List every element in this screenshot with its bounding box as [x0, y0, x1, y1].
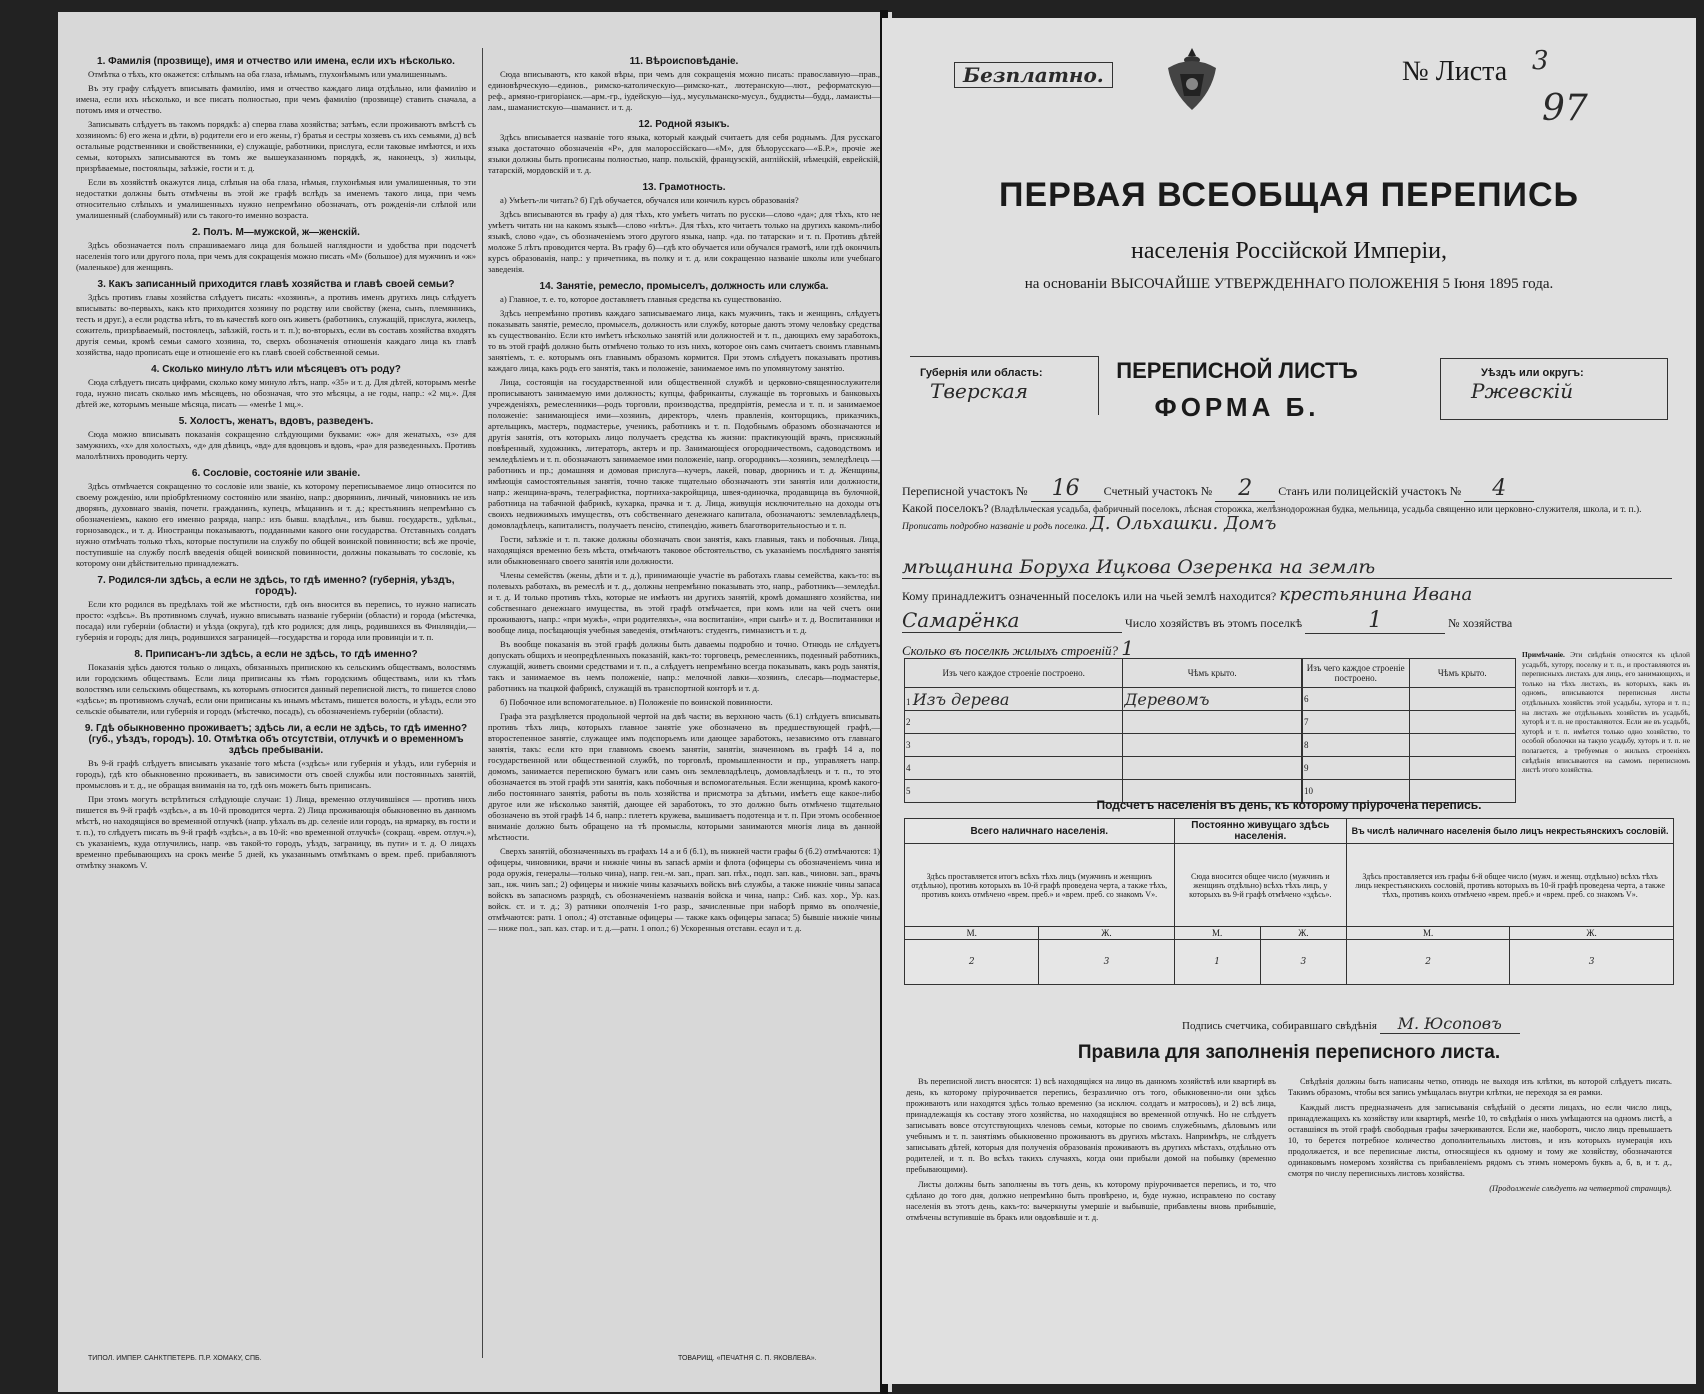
stan-value: 4 [1464, 476, 1534, 502]
uezd-label: Уѣздъ или округъ: [1481, 367, 1584, 379]
female-label: Ж. [1260, 927, 1347, 940]
instruction-heading: 13. Грамотность. [642, 182, 726, 193]
female-label: Ж. [1039, 927, 1174, 940]
building-roof: Деревомъ [1123, 688, 1302, 711]
owner-value-1: крестьянина Ивана [1279, 584, 1473, 605]
instruction-heading: 4. Сколько минуло лѣтъ или мѣсяцевъ отъ роду? [151, 364, 401, 375]
settlement-value-2: мѣщанина Боруха Ицкова Озеренка на землѣ [902, 556, 1672, 579]
instruction-heading: 7. Родился-ли здѣсь, а если не здѣсь, то гдѣ именно? (губернія, уѣздъ, городъ). [97, 575, 455, 597]
instruction-paragraph: а) Умѣетъ-ли читать? б) Гдѣ обучается, обучался или кончилъ курсъ образованія? [500, 195, 799, 205]
census-decree: на основаніи ВЫСОЧАЙШЕ УТВЕРЖДЕННАГО ПОЛОЖЕНІЯ 5 Іюня 1895 года. [1024, 276, 1554, 292]
sheet-number-value: 3 [1532, 46, 1549, 76]
households-label: Число хозяйствъ въ этомъ поселкѣ [1125, 616, 1303, 630]
buildings-col-material: Изъ чего каждое строеніе построено. [905, 659, 1123, 688]
owner-label: Кому принадлежитъ означенный поселокъ или на чьей землѣ находится? [902, 589, 1277, 603]
signature-line [1182, 1014, 1520, 1034]
settlement-label: Какой поселокъ? [902, 501, 989, 515]
building-row-number: 8 [1303, 734, 1410, 757]
male-label: М. [1347, 927, 1510, 940]
instruction-paragraph: Въ эту графу слѣдуетъ вписывать фамилію, имя и отчество каждаго лица отдѣльно, или фамилію и имена, если ихъ нѣсколько, и все писать полностью, при чемъ фамилію (прозвище) ставить сначала, а потомъ имя и отчество. [76, 83, 476, 115]
instruction-paragraph: Въ 9-й графѣ слѣдуетъ вписывать указаніе того мѣста («здѣсь» или губернія и уѣздъ, или губернія и городъ), гдѣ кто обыкновенно проживаетъ, въ зависимости отъ своей службы или постоянныхъ занятій, промысловъ и т. д., не обращая вниманія на то, гдѣ онъ можетъ быть приписанъ. [76, 758, 476, 790]
instructions-column-1 [76, 50, 476, 874]
imperial-eagle-emblem [1162, 44, 1222, 118]
instruction-paragraph: Члены семействъ (жены, дѣти и т. д.), принимающіе участіе въ работахъ главы семейства, какъ-то: въ полевыхъ работахъ, въ ремеслѣ и т. д., должны непремѣнно показывать это, напр., работникъ—земледѣл. и т. д. И только противъ тѣхъ, которые не имѣютъ ни другихъ занятій, кромѣ домашняго хозяйства, ни собственнаго денежнаго имущества, въ этой графѣ отмѣчается, при комъ или на чей счетъ они проживаютъ, напр.: «при мужѣ», «при родителяхъ», «на воспитаніи», «при сынѣ» и т. д. Воспитанники и вообще лица, посѣщающія учебныя заведенія, отмѣчаютъ: студентъ, гимназистъ и т. д. [488, 570, 880, 635]
population-tally-title: Подсчетъ населенія въ день, къ которому пріурочена перепись. [1096, 798, 1482, 812]
instruction-paragraph: Здѣсь противъ главы хозяйства слѣдуетъ писать: «хозяинъ», а противъ именъ другихъ лицъ слѣдуетъ вписывать: во-первыхъ, какъ кто приходится хозяину по родству или свойству (жена, сынъ, племянникъ, тесть и друг.), а если родства нѣтъ, то въ качествѣ кого онъ живетъ (работникъ, служащій, прислуга, жилецъ, сожитель, призрѣваемый, постоялецъ, заѣзжій, гость и т. п.); во-вторыхъ, если въ составъ хозяйства входятъ другія семьи, кромѣ семьи самого хозяина, то, сверхъ обозначенія отношенія каждаго лица къ главѣ хозяйства, надо прописать еще и отношеніе его къ главѣ своей собственной семьи. [76, 292, 476, 357]
instruction-heading: 14. Занятіе, ремесло, промыселъ, должность или служба. [539, 281, 829, 292]
building-row-number: 3 [905, 734, 1123, 757]
building-row-number: 9 [1303, 757, 1410, 780]
instruction-paragraph: Сюда слѣдуетъ писать цифрами, сколько кому минуло лѣтъ, напр. «35» и т. д. Для дѣтей, которымъ менѣе года, нужно писать сколько имъ мѣсяцевъ, но обозначая, что это мѣсяцы, а не годы, напр.: «2 мц.». Для дѣтей же, которымъ меньше мѣсяца, писать — «менѣе 1 мц.». [76, 377, 476, 409]
left-page-instructions [58, 12, 892, 1392]
buildings-col-material: Изъ чего каждое строеніе построено. [1303, 659, 1410, 688]
form-title: ПЕРЕПИСНОЙ ЛИСТЪ [1116, 358, 1358, 383]
buildings-col-roof: Чѣмъ крыто. [1123, 659, 1302, 688]
instruction-heading: 1. Фамилія (прозвище), имя и отчество или имена, если ихъ нѣсколько. [97, 56, 455, 67]
instruction-paragraph: Графа эта раздѣляется продольной чертой на двѣ части; въ верхнюю часть (6.1) слѣдуетъ вписывать противъ тѣхъ лицъ, которыхъ главное занятіе уже обозначено въ предшествующей графѣ,—второстепенное занятіе, служащее имъ подспорьемъ или дающее заработокъ, независимо отъ главнаго занятія, такъ: если кто при главномъ своемъ занятіи, занятіи, значенномъ въ графѣ 14 а, по государственной или общественной службѣ, по торговлѣ, промышленности и пр., управляетъ напр. домомъ, занимается перепискою бумагъ или самъ онъ землевладѣлецъ, домовладѣлецъ и т. п., то это обозначается въ этой графѣ эти занятія, какъ побочныя и вспомогательныя. Если женщина, кромѣ какого-либо постояннаго занятія, работы въ поль хозяйства и присмотра за дѣтьми, имѣетъ еще какое-либо другое или же нѣсколько занятій, дающее ей заработокъ, то это должно быть отмѣчено тщательно обозначено въ этой графѣ 14 б, напр.: плететъ кружева, вышиваетъ подотенца и т. п. При этомъ особенное вниманіе должно быть обращено на тѣ промыслы, которыми занимаются многія лица въ данной мѣстности. [488, 711, 880, 842]
building-row-number: 1 [906, 696, 911, 707]
instruction-paragraph: Сюда можно вписывать показанія сокращенно слѣдующими буквами: «ж» для женатыхъ, «з» для замужнихъ, «х» для холостыхъ, «д» для дѣвицъ, «вд» для вдовцовъ и вдовъ, «ра» для разведенныхъ. Противъ малолѣтнихъ проводить черту. [76, 429, 476, 461]
governorate-box [910, 356, 1099, 415]
settlement-hint: (Владѣльческая усадьба, фабричный поселокъ, лѣсная сторожка, желѣзнодорожная будка, мельница, усадьба священно или церковно-служителя, школа, и т. п.). [991, 505, 1642, 515]
male-label: М. [1174, 927, 1260, 940]
instruction-paragraph: Здѣсь обозначается полъ спрашиваемаго лица для большей наглядности и удобства при подсчетѣ населенія того или другого пола, при чемъ для сокращенія можно писать «М» (большое) для мужчинъ и «ж» (маленькое) для женщинъ. [76, 240, 476, 272]
instruction-paragraph: Здѣсь вписывается названіе того языка, который каждый считаетъ для себя роднымъ. Для русскаго языка достаточно обозначенія «Р», для малороссійскаго—«М», для бѣлорусскаго—«Б.Р.», прочіе же языки должны быть прописаны полностью, напр. польскій, французскій, англійскій, нѣмецкій, еврейскій, татарскій, мордовскій и т. д. [488, 132, 880, 175]
right-page-census-form [882, 18, 1696, 1384]
instruction-heading: 11. Вѣроисповѣданіе. [629, 56, 739, 67]
population-tally-table [904, 818, 1674, 985]
uezd-value: Ржевскій [1471, 379, 1574, 403]
building-row-number: 10 [1303, 780, 1410, 803]
buildings-table-left [904, 658, 1302, 803]
governorate-label: Губернія или область: [920, 367, 1043, 379]
instruction-paragraph: Здѣсь вписываются въ графу а) для тѣхъ, кто умѣетъ читать по русски—слово «да»; для тѣхъ, кто не умѣетъ читать ни на какомъ языкѣ—слово «нѣтъ». Для тѣхъ, кто читаетъ только на другихъ какомъ-либо языкѣ, слово «да», съ обозначеніемъ этого другого языка, напр. «да. по татарски» и т. п. Противъ дѣтей моложе 5 лѣтъ проводится черта. Въ графу б)—гдѣ кто обучается или обучался грамотѣ, или гдѣ окончилъ курсъ образованія, напр.: у причетника, въ полку и т. д. или сокращенно названіе школы или учебнаго заведенія. [488, 209, 880, 274]
dwellings-label: Сколько въ поселкѣ жилыхъ строеній? [902, 643, 1119, 658]
pop-col-resident-title: Постоянно живущаго здѣсь населенія. [1174, 819, 1347, 844]
printer-footer-left: ТИПОЛ. ИМПЕР. САНКТПЕТЕРБ. П.Р. ХОМАКУ, СПБ. [88, 1355, 262, 1362]
instruction-paragraph: Лица, состоящія на государственной или общественной службѣ и церковно-священнослужители прописываютъ занимаемую ими должность; купцы, фабриканты, служащіе въ торговыхъ и банковыхъ учрежденіяхъ, ремесленники—родъ торговли, производства, предпріятія, ремесла и т. п. и занимаемое положеніе: занимающіеся ими—хозяинъ, директоръ, членъ правленія, конторщикъ, приказчикъ, артельщикъ, мастеръ, подмастерье, ученикъ, работникъ и т. п. Подобнымъ образомъ обозначаются и другія занятія, отъ которыхъ лицо получаетъ средства къ жизни: практикующій врачъ, присяжный повѣренный, художникъ, литераторъ, актеръ и пр. Занимающіеся огородничествомъ, садоводствомъ и земледѣліемъ и т. п. обозначаютъ занимаемое ими положеніе, напр. огородникъ—хозяинъ, земледѣлецъ — работникъ и пр.; домашняя и домовая прислуга—кучеръ, лакей, повар, дворникъ и т. д. Женщины, имѣющія самостоятельныя занятія, точно также тщательно обозначаютъ эти занятія или должности, напр.: женщина-врачъ, телеграфистка, портниха-закройщица, швея-одиночка, продавщица въ булочной, работница на табачной фабрикѣ, кухарка, прачка и т. д. Лица, живущія исключительно на доходы отъ своихъ недвижимыхъ имуществъ, отъ собственнаго денежнаго капитала, обозначаютъ: землевладѣлецъ, домовладѣлецъ, капиталистъ, получаетъ пенсію, стипендію, живетъ благотворительностью и т. п. [488, 377, 880, 530]
census-district-value: 16 [1031, 476, 1101, 502]
instruction-paragraph: Сверхъ занятій, обозначенныхъ въ графахъ 14 а и б (б.1), въ нижней части графы б (б.2) отмѣчаются: 1) офицеры, чиновники, врачи и нижніе чины въ запасѣ арміи и флота (офицеры съ обозначеніемъ чина и рода оружія, генералы—только чина), напр. ген.-м. зап., прап. зап. пѣх., подп. зап. кав., чиновн. зап., врачъ зап., нж. чинъ зап.; 2) офицеры и нижніе чины казачьихъ войскъ внѣ службы, а также нижніе чины запаса войскъ въ запасномъ разрядѣ, съ обозначеніемъ названія войска и чина, напр.: Сиб. каз. хор., Ур. каз. войск. ст. и т. д.; 3) ратники ополченія 1-го разр., зачисленные при наборѣ прямо въ ополченіе, отмѣчаются: ратн. 1 опол.; 4) отставные офицеры — также какъ офицеры запаса; 5) бывшіе нижніе чины — ниже пол., зап. каз. стар. и т. д.—ратн. 1 опол.; 6) Ускоренныя отставн. есаул и т. д. [488, 846, 880, 933]
rules-right-column [1288, 1076, 1672, 1194]
settlement-value-1: Д. Ольхашки. Домъ [1090, 513, 1277, 534]
handwritten-archive-number: 97 [1542, 88, 1588, 129]
male-label: М. [905, 927, 1039, 940]
uezd-box [1440, 358, 1668, 420]
pop-col-resident-text: Сюда вносится общее число (мужчинъ и женщинъ отдѣльно) всѣхъ тѣхъ лицъ, у которыхъ въ 9-й графѣ отмѣчено «здѣсь». [1174, 844, 1347, 927]
owner-line [902, 584, 1672, 605]
pop-col-nonpeasant-title: Въ числѣ наличнаго населенія было лицъ некрестьянскихъ сословій. [1347, 819, 1674, 844]
instruction-heading: 5. Холостъ, женатъ, вдовъ, разведенъ. [178, 416, 374, 427]
census-district-label: Переписной участокъ № [902, 484, 1028, 498]
buildings-table-right [1302, 658, 1516, 803]
building-row-number: 6 [1303, 688, 1410, 711]
instruction-paragraph: б) Побочное или вспомогательное. в) Положеніе по воинской повинности. [500, 697, 773, 707]
instruction-paragraph: а) Главное, т. е. то, которое доставляетъ главныя средства къ существованію. [500, 294, 782, 304]
signature-label: Подпись счетчика, собиравшаго свѣдѣнія [1182, 1020, 1377, 1032]
printer-footer-right: ТОВАРИЩ. «ПЕЧАТНЯ С. П. ЯКОВЛЕВА». [678, 1355, 817, 1362]
dwellings-line [902, 636, 1134, 660]
count-district-label: Счетный участокъ № [1103, 484, 1213, 498]
instructions-column-2 [488, 50, 880, 937]
resident-female-count: 3 [1260, 940, 1347, 985]
nonpeasant-male-count: 2 [1347, 940, 1510, 985]
instruction-paragraph: При этомъ могутъ встрѣтиться слѣдующіе случаи: 1) Лица, временно отлучившіяся — противъ нихъ пишется въ 9-й графѣ «здѣсь», а въ 10-й проводится черта. 2) Лица проживающія обыкновенно въ данномъ мѣстѣ, но находящіяся во временной отлучкѣ (напр. уѣхалъ въ др. селеніе или городъ, на ярмарку, въ гости и т. п.), то слѣдуетъ писать въ 9-й графѣ «здѣсь», а въ 10-й: «во временной отлучкѣ» (сокращ. «врем. отлуч.»), съ указаніемъ, куда отлучились, напр. «въ такой-то городъ, уѣздъ, заграницу, въ пути» и т. д. О лицахъ временно пребывающихъ на срокъ менѣе 5 дней, къ указаннымъ отмѣткамъ о врем. преб. прибавляютъ отмѣтку знакомъ V. [76, 794, 476, 870]
present-male-count: 2 [905, 940, 1039, 985]
census-title: ПЕРВАЯ ВСЕОБЩАЯ ПЕРЕПИСЬ [999, 176, 1579, 214]
free-label: Безплатно. [954, 62, 1113, 88]
buildings-col-roof: Чѣмъ крыто. [1409, 659, 1516, 688]
instruction-heading: 3. Какъ записанный приходится главѣ хозяйства и главѣ своей семьи? [97, 279, 455, 290]
instruction-paragraph: Отмѣтка о тѣхъ, кто окажется: слѣпымъ на оба глаза, нѣмымъ, глухонѣмымъ или умалишеннымъ. [88, 69, 448, 79]
rules-right-text-2: Каждый листъ предназначенъ для записыванія свѣдѣній о десяти лицахъ, но если число лицъ, принадлежащихъ къ хозяйству или квартирѣ, менѣе 10, то свѣдѣнія о нихъ умѣщаются на одномъ листѣ, а оставшіяся въ этой графѣ свободныя графы зачеркиваются. Если же, наоборотъ, число лицъ превышаетъ 10, то берется потребное количество дополнительныхъ листовъ, и изъ которыхъ нумерація ихъ продолжается, и все переписные листы, относящіеся къ одному и тому же хозяйству, обозначаются одинаковымъ номеромъ хозяйства съ прибавленіемъ рядомъ съ этимъ номеромъ буквъ а, б, в, и т. д., смотря по числу переписныхъ листовъ хозяйства. [1288, 1103, 1672, 1178]
households-value: 1 [1305, 608, 1445, 634]
building-row-number: 2 [905, 711, 1123, 734]
governorate-value: Тверская [930, 379, 1028, 403]
instruction-paragraph: Сюда вписываютъ, кто какой вѣры, при чемъ для сокращенія можно писать: православную—прав., единовѣрческую—единов., римско-католическую—римско-кат., лютеранскую—лют., реформатскую—реф., армяно-григоріанск.—арм.-гр., іудейскую—іуд., мусульманско-мусул., буддисты—будд., ламаисты—лам., шаманистскую—шаманист. и т. д. [488, 69, 880, 112]
instruction-heading: 8. Приписанъ-ли здѣсь, а если не здѣсь, то гдѣ именно? [134, 649, 418, 660]
instruction-paragraph: Записывать слѣдуетъ въ такомъ порядкѣ: а) сперва глава хозяйства; затѣмъ, если проживаютъ вмѣстѣ съ хозяиномъ: б) его жена и дѣти, в) родители его и его жены, г) братья и сестры хозяевъ съ ихъ семьями, д) всѣ остальные родственники и свойственники, е) служащіе, работники, прислуга, если таковые имѣются, и ихъ семьи, которыхъ записываются въ томъ же вышеуказанномъ порядкѣ, ж, наконецъ, з) жильцы, призрѣваемые, постояльцы, заѣзжіе, гости и т. д. [76, 119, 476, 173]
pop-col-nonpeasant-text: Здѣсь проставляется изъ графы 6-й общее число (мужч. и женщ. отдѣльно) всѣхъ тѣхъ лицъ некрестьянскихъ сословій, противъ которыхъ въ 10-й графѣ проведена черта, а также тѣхъ, противъ коихъ отмѣчено «врем. преб.» и «врем. преб. со знакомъ V». [1347, 844, 1674, 927]
stan-label: Станъ или полицейскій участокъ № [1278, 484, 1462, 498]
owner-value-2: Самарёнка [902, 608, 1122, 633]
building-row-number: 4 [905, 757, 1123, 780]
present-female-count: 3 [1039, 940, 1174, 985]
rules-left-text-2: Листы должны быть заполнены въ тотъ день, къ которому пріурочивается перепись, и то, что сдѣлано до того дня, должно непремѣнно быть провѣрено, и, буде нужно, исправлено по составу населенія въ этотъ день, какъ-то: вычеркнуты умершіе и выбывшіе, прибавлены вновь прибывшіе, отмѣчены вступившіе въ бракъ или овдовѣвшіе и т. д. [906, 1180, 1276, 1222]
building-row-number: 5 [905, 780, 1123, 803]
instruction-heading: 9. Гдѣ обыкновенно проживаетъ; здѣсь ли, а если не здѣсь, то гдѣ именно? (губ., уѣздъ, городъ). 10. Отмѣтка объ отсутствіи, отлучкѣ и о временномъ здѣсь пребываніи. [84, 723, 468, 756]
building-material: Изъ дерева [912, 689, 1010, 709]
instruction-paragraph: Въ вообще показанія въ этой графѣ должны быть даваемы подробно и точно. Отнюдь не слѣдуетъ допускать общихъ и неопредѣленныхъ показаній, какъ-то: торговецъ, ремесленникъ, поденный работникъ, служащій, живетъ своими средствами и т. п., а слѣдуетъ непремѣнно всегда показывать, какъ родъ занятія, такъ и занимаемое въ немъ положеніе, напр.: мелочной лавки—хозяинъ, слесарь—подмастерье, работникъ на ткацкой фабрикѣ, служащій въ транспортной конторѣ и т. д. [488, 639, 880, 693]
rules-left-column [906, 1076, 1276, 1223]
rules-left-text: Въ переписной листъ вносятся: 1) всѣ находящіяся на лицо въ данномъ хозяйствѣ или квартирѣ въ день, къ которому пріурочивается перепись, безразлично отъ того, обыкновенно-ли они здѣсь проживаютъ или находятся здѣсь только временно (за исключ. солдатъ и матросовъ), и 2) всѣ лица, принадлежащія къ составу этого хозяйства, но находящіяся во временной отлучкѣ. Но не слѣдуетъ записывать вовсе отсутствующихъ членовъ семьи, которые по своимъ служебнымъ, дѣловымъ или учебнымъ и т. п. занятіямъ обыкновенно проживаютъ въ другихъ мѣстахъ. Напримѣръ, не слѣдуетъ записывать дѣтей, которыя для полученія образованія проживаютъ въ другихъ мѣстахъ, отдѣльно отъ родителей, и т. п. Во всѣхъ такихъ случаяхъ, когда они прибыли домой на побывку (временно пребывающими). [906, 1077, 1276, 1174]
signature-value: М. Юсоповъ [1380, 1014, 1520, 1034]
instruction-paragraph: Показанія здѣсь даются только о лицахъ, обязанныхъ припискою къ сельскимъ обществамъ, волостямъ или городскимъ обществамъ. Если лица приписаны къ тѣмъ городскимъ обществамъ, или къ тѣмъ волостямъ или сельскимъ обществамъ, къ которымъ относится данный переписной листъ, то пишется слово «здѣсь»; въ противномъ случаѣ, если они приписаны къ инымъ мѣстамъ, пишется волость, и уѣздъ, если это сельскіе обыватели, или губернія и городъ (мѣстечко, посадъ), съ обозначеніемъ губерніи (области). [76, 662, 476, 716]
note-text: Эти свѣдѣнія относятся къ цѣлой усадьбѣ, хутору, поселку и т. п., и проставляются въ переписныхъ листахъ для лицъ, его занимающихъ, и только на тѣхъ листахъ, въ которыхъ, какъ въ одномъ, вписываются переписныя листы отдѣльныхъ хозяйствъ этой усадьбы, хутора и т. п.; на листахъ же отдѣльныхъ хозяйствъ въ усадьбѣ, хуторѣ и т. п. не проставляются. Если же въ усадьбѣ, хуторѣ и т. п. имѣется только одно хозяйство, то особой оболочки на такую усадьбу, хуторъ и т. п. не полагается, а требуемыя о жилыхъ строеніяхъ свѣдѣнія вписываются на самомъ переписномъ листѣ этого хозяйства. [1522, 650, 1690, 775]
census-subtitle: населенія Россійской Имперіи, [1131, 238, 1447, 264]
building-row-number: 7 [1303, 711, 1410, 734]
instruction-paragraph: Гости, заѣзжіе и т. п. также должны обозначать свои занятія, какъ главныя, такъ и побочныя. Лица, находящіяся временно безъ мѣста, отмѣчаютъ таковое обстоятельство, съ указаніемъ послѣдняго занятія или обыкновеннаго своего занятія или должности. [488, 534, 880, 566]
settlement-hint-2: Прописать подробно названіе и родъ поселка. [902, 522, 1088, 532]
instruction-heading: 12. Родной языкъ. [638, 119, 730, 130]
sheet-number-label: № Листа [1402, 56, 1508, 87]
pop-col-present-title: Всего наличнаго населенія. [905, 819, 1175, 844]
female-label: Ж. [1510, 927, 1674, 940]
instruction-paragraph: Здѣсь непремѣнно противъ каждаго записываемаго лица, какъ мужчинъ, такъ и женщинъ, слѣдуетъ показывать занятіе, ремесло, промыселъ, должность или службу, которые даютъ этому человѣку средства къ существованію. Если кто имѣетъ нѣсколько занятій или должностей и т. п., дающихъ ему заработокъ, то въ этой графѣ должно быть отмѣчено только то изъ нихъ, которое онъ самъ считаетъ своимъ главнымъ занятіемъ, т. е. которымъ онъ главнымъ образомъ кормится. При этомъ слѣдуетъ показывать противъ каждаго лица, какъ родъ его занятія, такъ и положеніе, занимаемое имъ по упомянутому занятію. [488, 308, 880, 373]
household-number-label: № хозяйства [1448, 616, 1513, 630]
rules-right-text: Свѣдѣнія должны быть написаны четко, отнюдь не выходя изъ клѣтки, въ которой слѣдуетъ писать. Такимъ образомъ, чтобы вся запись умѣщалась внутри клѣтки, не переходя за ея рамки. [1288, 1077, 1672, 1097]
instruction-paragraph: Здѣсь отмѣчается сокращенно то сословіе или званіе, къ которому переписываемое лицо относится по своему рожденію, или пріобрѣтенному состоянію или званію, напр.: дворянинъ, личный, чиновникъ не изъ дворянъ, духовнаго званія, почетн. гражданинъ, купецъ, мѣщанинъ и т. д.; крестьянинъ непремѣнно съ обозначеніемъ, какою его именно разряда, напр.: изъ бывш. владѣльч., изъ бывш. государств., удѣльн., горнозаводск., и т. д. Иностранцы показываютъ, подданными какого они государства. Отставныхъ солдатъ нужно отмѣчать только тѣхъ, которые поступили на службу по общей воинской повинности; всѣ же прочіе, поступившіе на службу послѣ введенія общей воинской повинности, должны показывать то сословіе, къ которому они дѣйствительно принадлежатъ. [76, 481, 476, 568]
resident-male-count: 1 [1174, 940, 1260, 985]
note-label: Примѣчаніе. [1522, 650, 1565, 659]
count-district-value: 2 [1215, 476, 1275, 502]
form-subtitle: ФОРМА Б. [1154, 392, 1320, 422]
column-divider [482, 48, 483, 1358]
instruction-heading: 2. Полъ. М—мужской, ж—женскій. [192, 227, 360, 238]
pop-col-present-text: Здѣсь проставляется итогъ всѣхъ тѣхъ лицъ (мужчинъ и женщинъ отдѣльно), противъ которыхъ въ 10-й графѣ проведена черта, а также тѣхъ, противъ коихъ отмѣчено «врем. преб.» и «врем. преб. со знакомъ V». [905, 844, 1175, 927]
rules-title: Правила для заполненія переписного листа. [1077, 1042, 1501, 1063]
households-line [902, 608, 1672, 634]
district-line [902, 476, 1672, 502]
continued-note: (Продолженіе слѣдуетъ на четвертой страницѣ). [1489, 1184, 1672, 1193]
settlement-block [902, 502, 1672, 534]
buildings-note [1522, 650, 1690, 775]
instruction-heading: 6. Сословіе, состояніе или званіе. [191, 468, 361, 479]
dwellings-value: 1 [1121, 636, 1135, 660]
instruction-paragraph: Если кто родился въ предѣлахъ той же мѣстности, гдѣ онъ вносится въ перепись, то нужно написать просто: «здѣсь». Въ противномъ случаѣ, нужно вписывать названіе губерніи (области) и города (мѣстечка, посада) или губерніи (области) и уѣзда (округа), гдѣ кто родился; для лицъ, родившихся въ Финляндіи,—губернія и городъ; для лицъ, родившихся заграницей—государства и города или провинціи и т. п. [76, 599, 476, 642]
nonpeasant-female-count: 3 [1510, 940, 1674, 985]
instruction-paragraph: Если въ хозяйствѣ окажутся лица, слѣпыя на оба глаза, нѣмыя, глухонѣмыя или умалишенныя, то эти недостатки должны быть отмѣчены въ этой же графѣ вслѣдъ за именемъ такого лица, при чемъ относительно слѣпыхъ и умалишенныхъ нужно непремѣнно обозначать, отъ рожденія-ли слѣпой или умалишенный (слабоумный) или съ такого-то именно возраста. [76, 177, 476, 220]
